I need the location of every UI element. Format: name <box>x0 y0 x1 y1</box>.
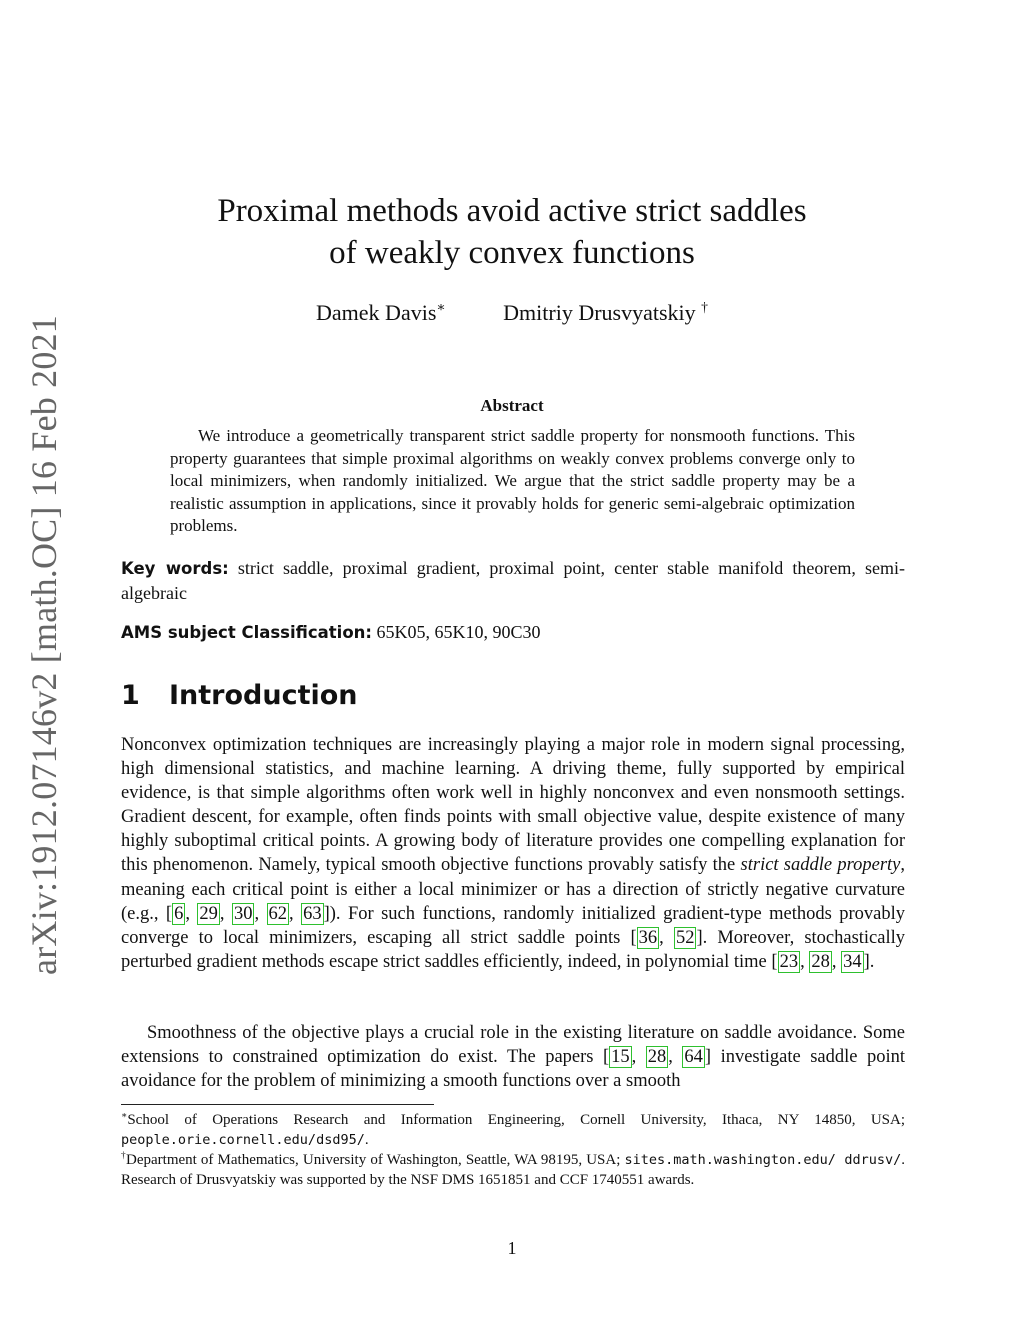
citation-link[interactable]: 28 <box>647 1047 667 1068</box>
footnote-1: ∗School of Operations Research and Information Engineering, Cornell University, Ithaca, NY 14850, USA; people.orie.cornell.edu/dsd95/. <box>121 1111 905 1148</box>
author-davis: Damek Davis∗ <box>316 299 446 325</box>
citation-link[interactable]: 28 <box>811 951 830 972</box>
emphasis-strict-saddle: strict saddle property <box>740 855 901 876</box>
citation-link[interactable]: 63 <box>303 903 322 924</box>
title-line-2: of weakly convex functions <box>329 235 695 271</box>
author-drusvyatskiy: Dmitriy Drusvyatskiy † <box>503 299 708 325</box>
author-drusvyatskiy-mark: † <box>701 299 708 315</box>
abstract-heading: Abstract <box>480 396 544 415</box>
citation-link[interactable]: 30 <box>233 903 253 924</box>
citation-link[interactable]: 52 <box>675 927 695 948</box>
section-heading <box>121 680 358 711</box>
section-title: Introduction <box>169 680 358 711</box>
citation-link[interactable]: 6 <box>174 903 184 924</box>
title-line-1: Proximal methods avoid active strict saddles <box>217 193 807 229</box>
citation-link[interactable]: 64 <box>684 1047 703 1068</box>
author-davis-mark: ∗ <box>436 299 446 315</box>
ams-label: AMS subject Classification: <box>121 623 373 642</box>
keywords-label: Key words: <box>121 559 229 578</box>
paper-title <box>0 190 1024 274</box>
citation-link[interactable]: 36 <box>638 927 658 948</box>
ams-codes: 65K05, 65K10, 90C30 <box>376 622 541 642</box>
arxiv-sidebar <box>14 315 74 975</box>
abstract-text: We introduce a geometrically transparent strict saddle property for nonsmooth functions. This property guarantees that simple proximal algorithms on weakly convex problems converge only to local minimizers, when randomly initialized. We argue that the strict saddle property may be a realistic assumption in applications, since it provably holds for generic semi-algebraic optimization problems. <box>170 426 855 536</box>
intro-paragraph-2: Smoothness of the objective plays a crucial role in the existing literature on saddle avoidance. Some extensions to constrained optimization do exist. The papers [ 15 , 28 , 64 ] investigate saddle point avoidance for the problem of minimizing a smooth functions over a smooth <box>121 1023 905 1092</box>
footnote-rule <box>121 1104 434 1105</box>
arxiv-identifier: arXiv:1912.07146v2 [math.OC] 16 Feb 2021 <box>24 315 64 975</box>
citation-link[interactable]: 34 <box>843 951 862 972</box>
page-number: 1 <box>507 1238 517 1258</box>
citation-link[interactable]: 23 <box>779 951 799 972</box>
keywords <box>121 556 905 605</box>
section-number: 1 <box>121 680 140 711</box>
author-list <box>0 300 1024 326</box>
keywords-text: strict saddle, proximal gradient, proximal point, center stable manifold theorem, semi-algebraic <box>121 558 906 603</box>
footnote-2: †Department of Mathematics, University of Washington, Seattle, WA 98195, USA; sites.math.washington.edu/ ddrusv/. Research of Drusvyatskiy was supported by the NSF DMS 1651851 and CCF 1740551 awards. <box>121 1151 905 1188</box>
citation-link[interactable]: 15 <box>611 1047 630 1068</box>
citation-link[interactable]: 62 <box>268 903 288 924</box>
citation-link[interactable]: 29 <box>199 903 218 924</box>
footnote-2-url[interactable]: sites.math.washington.edu/ ddrusv/ <box>624 1152 902 1168</box>
intro-paragraph-1: Nonconvex optimization techniques are increasingly playing a major role in modern signal processing, high dimensional statistics, and machine learning. A driving theme, fully supported by empirical evidence, is that simple algorithms often work well in highly nonconvex and even nonsmooth settings. Gradient descent, for example, often finds points with small objective value, despite existence of many highly suboptimal critical points. A growing body of literature provides one compelling explanation for this phenomenon. Namely, typical smooth objective functions provably satisfy the strict saddle property, meaning each critical point is either a local minimizer or has a direction of strictly negative curvature (e.g., [ 6 , 29 , 30 , 62 , 63 ]). For such functions, randomly initialized gradient-type methods provably converge to local minimizers, escaping all strict saddle points [ 36 , 52 ]. Moreover, stochastically perturbed gradient methods escape strict saddles efficiently, indeed, in polynomial time [ 23 , 28 , 34 ]. <box>121 735 906 972</box>
ams-classification <box>121 622 905 643</box>
footnote-1-url[interactable]: people.orie.cornell.edu/dsd95/ <box>121 1132 365 1148</box>
